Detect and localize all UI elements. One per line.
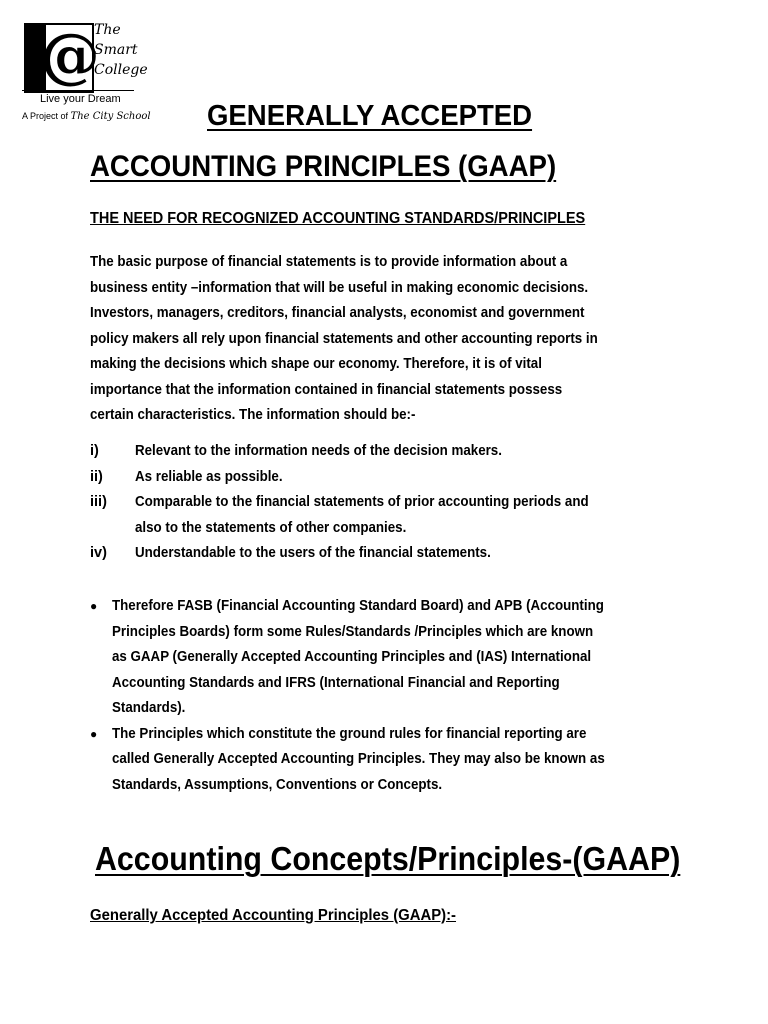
paragraph-line: certain characteristics. The information should be:- [90,407,416,423]
section-subheading: Generally Accepted Accounting Principles (GAAP):- [90,907,457,924]
list-item [90,465,730,491]
at-sign-icon: @ [24,23,94,93]
bullet-text: Standards, Assumptions, Conventions or Concepts. [112,776,443,793]
list-number: iv) [90,545,107,561]
logo-project-line [22,110,151,123]
list-number: iii) [90,494,107,510]
logo-name [94,20,148,80]
page-title-line-1: GENERALLY ACCEPTED [207,100,533,132]
logo-divider [22,90,134,91]
bullet-icon: ● [90,599,98,613]
section-heading: THE NEED FOR RECOGNIZED ACCOUNTING STANDARDS/PRINCIPLES [90,210,586,227]
numbered-list [90,439,730,567]
list-item-text: Relevant to the information needs of the decision makers. [135,443,502,459]
list-item-text: also to the statements of other companies. [135,519,407,536]
paragraph-line: The basic purpose of financial statements is to provide information about a [90,254,568,270]
logo-tagline: Live your Dream [40,93,121,105]
bullet-text: Therefore FASB (Financial Accounting Standard Board) and APB (Accounting [112,598,604,614]
bullet-list [90,594,730,798]
list-item-text: As reliable as possible. [135,468,283,485]
list-number: i) [90,443,99,459]
list-item [90,541,730,567]
page-title-line-2: ACCOUNTING PRINCIPLES (GAAP) [90,150,557,183]
bullet-text: called Generally Accepted Accounting Principles. They may also be known as [112,751,605,767]
list-item-text: Understandable to the users of the financial statements. [135,545,491,561]
bullet-item [90,594,730,722]
bullet-text: Standards). [112,700,186,716]
paragraph-line: business entity –information that will be useful in making economic decisions. [90,279,589,296]
list-item [90,439,730,465]
section-title: Accounting Concepts/Principles-(GAAP) [95,840,681,877]
bullet-text: as GAAP (Generally Accepted Accounting Principles and (IAS) International [112,649,592,665]
college-logo [20,20,151,130]
bullet-text: The Principles which constitute the ground rules for financial reporting are [112,725,587,742]
bullet-text: Principles Boards) form some Rules/Standards /Principles which are known [112,623,594,640]
logo-name-line: The [94,22,121,38]
paragraph-line: importance that the information contained in financial statements possess [90,381,563,398]
intro-paragraph [90,250,710,429]
list-item [90,490,730,541]
paragraph-line: making the decisions which shape our economy. Therefore, it is of vital [90,356,542,372]
bullet-text: Accounting Standards and IFRS (International Financial and Reporting [112,674,560,691]
logo-name-line: College [94,62,148,78]
bullet-item [90,722,730,799]
paragraph-line: policy makers all rely upon financial statements and other accounting reports in [90,330,598,347]
logo-name-line: Smart [94,42,138,58]
bullet-icon: ● [90,726,98,741]
list-item-text: Comparable to the financial statements of prior accounting periods and [135,494,589,510]
logo-project-name: The City School [70,111,151,122]
list-number: ii) [90,468,103,485]
logo-project-prefix: A Project of [22,111,69,121]
paragraph-line: Investors, managers, creditors, financial analysts, economist and government [90,305,585,321]
